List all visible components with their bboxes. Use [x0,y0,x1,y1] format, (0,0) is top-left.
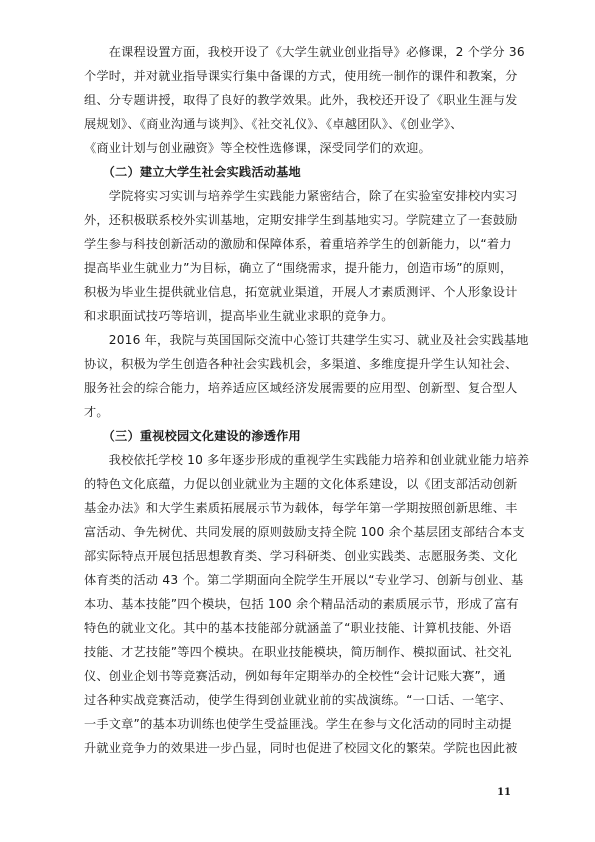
paragraph-line: 展规划》、《商业沟通与谈判》、《社交礼仪》、《卓越团队》、《创业学》、 [84,117,463,131]
paragraph-line: 外，还积极联系校外实训基地，定期安排学生到基地实习。学院建立了一套鼓励 [84,213,518,227]
paragraph-line: 2016 年，我院与英国国际交流中心签订共建学生实习、就业及社会实践基地 [84,333,529,347]
paragraph-line: 学院将实习实训与培养学生实践能力紧密结合，除了在实验室安排校内实习 [84,189,518,203]
section-heading: （三）重视校园文化建设的渗透作用 [84,429,301,443]
paragraph-line: 和求职面试技巧等培训，提高毕业生就业求职的竞争力。 [84,309,394,323]
paragraph-line: 学生参与科技创新活动的激励和保障体系，着重培养学生的创新能力，以“着力 [84,237,512,251]
paragraph-line: 体育类的活动 43 个。第二学期面向全院学生开展以“专业学习、创新与创业、基 [84,573,524,587]
paragraph-line: 基金办法》和大学生素质拓展展示节为载体，每学年第一学期按照创新思维、丰 [84,501,518,515]
paragraph-line: 我校依托学校 10 多年逐步形成的重视学生实践能力培养和创业就业能力培养 [84,453,530,467]
paragraph-line: 协议，积极为学生创造各种社会实践机会，多渠道、多维度提升学生认知社会、 [84,357,518,371]
paragraph-line: 技能、才艺技能”等四个模块。在职业技能模块，简历制作、模拟面试、社交礼 [84,645,512,659]
paragraph-line: 提高毕业生就业力”为目标，确立了“围绕需求，提升能力，创造市场”的原则， [84,261,513,275]
paragraph-line: 的特色文化底蕴，力促以创业就业为主题的文化体系建设，以《团支部活动创新 [84,477,518,491]
paragraph-line: 服务社会的综合能力，培养适应区域经济发展需要的应用型、创新型、复合型人 [84,381,518,395]
page-number: 11 [497,787,511,798]
paragraph-line: 一手文章”的基本功训练也使学生受益匪浅。学生在参与文化活动的同时主动提 [84,717,512,731]
paragraph-line: 部实际特点开展包括思想教育类、学习科研类、创业实践类、志愿服务类、文化 [84,549,518,563]
paragraph-line: 富活动、争先树优、共同发展的原则鼓励支持全院 100 余个基层团支部结合本支 [84,525,525,539]
paragraph-line: 升就业竞争力的效果进一步凸显，同时也促进了校园文化的繁荣。学院也因此被 [84,741,518,755]
paragraph-line: 在课程设置方面，我校开设了《大学生就业创业指导》必修课，2 个学分 36 [84,45,525,59]
paragraph-line: 仪、创业企划书等竞赛活动，例如每年定期举办的全校性“会计记账大赛”，通 [84,669,506,683]
paragraph-line: 过各种实战竞赛活动，使学生得到创业就业前的实战演练。“一口话、一笔字、 [84,693,512,707]
paragraph-line: 才。 [84,405,109,419]
paragraph-line: 组、分专题讲授，取得了良好的教学效果。此外，我校还开设了《职业生涯与发 [84,93,518,107]
paragraph-line: 个学时，并对就业指导课实行集中备课的方式，使用统一制作的课件和教案，分 [84,69,518,83]
paragraph-line: 本功、基本技能”四个模块，包括 100 余个精品活动的素质展示节，形成了富有 [84,597,519,611]
section-heading: （二）建立大学生社会实践活动基地 [84,165,301,179]
paragraph-line: 特色的就业文化。其中的基本技能部分就涵盖了“职业技能、计算机技能、外语 [84,621,512,635]
paragraph-line: 积极为毕业生提供就业信息，拓宽就业渠道，开展人才素质测评、个人形象设计 [84,285,518,299]
paragraph-line: 《商业计划与创业融资》等全校性选修课，深受同学们的欢迎。 [84,141,431,155]
